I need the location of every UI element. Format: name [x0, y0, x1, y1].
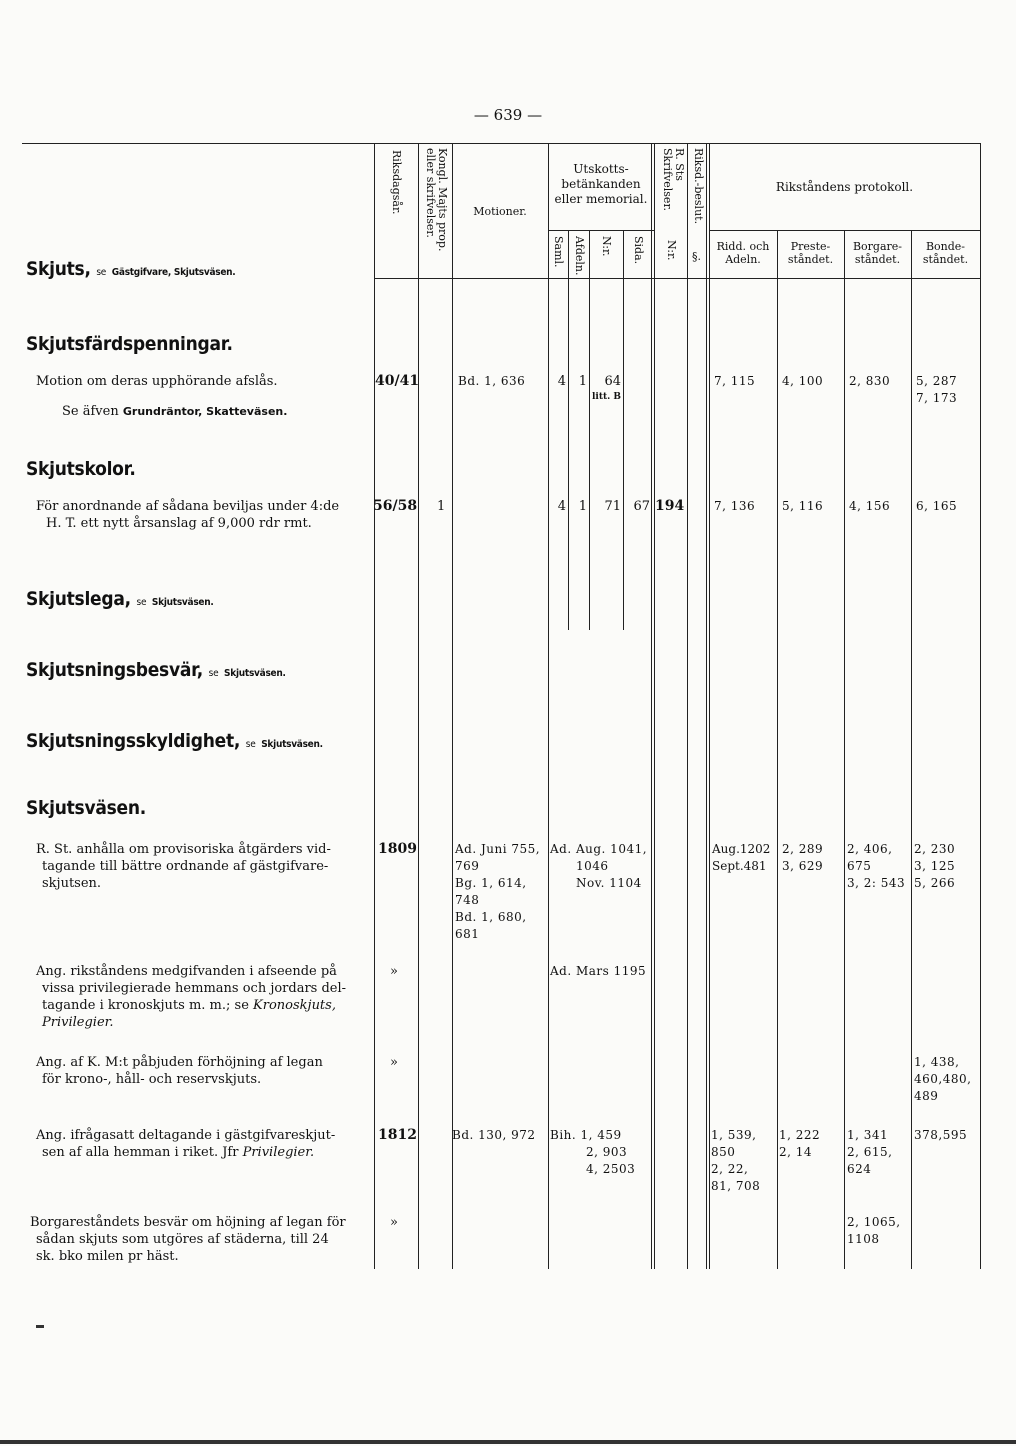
preste-cell: 1, 222 2, 14	[779, 1128, 821, 1159]
ridd-cell: 7, 136	[714, 499, 756, 513]
entry-text: Motion om deras upphörande afslås.	[36, 374, 278, 389]
sida-cell: 67	[633, 499, 650, 514]
header-utskott-nr: N:r.	[600, 236, 613, 257]
col-rule	[568, 230, 569, 630]
year-cell: 1812	[378, 1127, 417, 1143]
header-utskott: Utskotts- betänkanden eller memorial.	[554, 162, 648, 206]
col-rule	[980, 143, 981, 1269]
header-riksdagsar: Riksdagsår.	[390, 150, 403, 215]
ridd-cell: 7, 115	[714, 374, 756, 388]
entry-heading: Skjutslega, se Skjutsväsen.	[26, 588, 214, 610]
borgare-cell: 2, 406, 675 3, 2: 543	[847, 842, 906, 890]
entry-heading: Skjutsningsskyldighet, se Skjutsväsen.	[26, 730, 323, 752]
entry-see-also: Se äfven Grundräntor, Skatteväsen.	[62, 404, 288, 419]
entry-heading: Skjutsningsbesvär, se Skjutsväsen.	[26, 659, 286, 681]
col-rule	[654, 143, 655, 1269]
entry-text: Ang. af K. M:t påbjuden förhöjning af legan för krono-, håll- och reservskjuts.	[36, 1055, 323, 1087]
ridd-cell: 1, 539, 850 2, 22, 81, 708	[711, 1128, 761, 1193]
kongl-cell: 1	[437, 499, 446, 514]
nr-cell: 64	[604, 374, 621, 389]
header-protokoll: Rikståndens protokoll.	[775, 180, 914, 194]
header-preste: Preste- ståndet.	[787, 240, 834, 266]
header-subrule-utskott	[548, 230, 654, 231]
nr-note: litt. B	[592, 392, 622, 402]
col-rule	[911, 230, 912, 1269]
nr-cell: 71	[604, 499, 621, 514]
header-motioner: Motioner.	[473, 205, 527, 218]
preste-cell: 2, 289 3, 629	[782, 842, 824, 873]
header-rsts-skrifvelser: R. Sts Skrifvelser.	[661, 148, 686, 211]
col-rule	[548, 143, 549, 1269]
header-bottom-rule	[374, 278, 980, 279]
year-cell: »	[390, 1215, 398, 1230]
year-cell: »	[390, 1055, 398, 1070]
header-borgare: Borgare- ståndet.	[852, 240, 903, 266]
header-bonde: Bonde- ståndet.	[922, 240, 969, 266]
entry-heading: Skjutsväsen.	[26, 797, 146, 819]
header-beslut-nr: N:r.	[665, 240, 678, 261]
motion-cell: Bd. 130, 972	[452, 1128, 536, 1142]
header-riksd-beslut: Riksd.-beslut.	[692, 148, 705, 225]
entry-text: Ang. rikståndens medgifvanden i afseende på vissa privilegierade hemmans och jordars del- tagande i kronoskjuts m. m.; se Kronoskjuts, Privilegier.	[36, 964, 347, 1030]
col-rule	[651, 143, 652, 1269]
utskott-cell: Ad. Mars 1195	[550, 964, 647, 978]
header-saml: Saml.	[552, 236, 565, 268]
utskott-cell: Bih. 1, 459 2, 903 4, 2503	[550, 1128, 636, 1176]
col-rule	[589, 230, 590, 630]
header-beslut-paragraph: §.	[692, 250, 701, 263]
entry-text: För anordnande af sådana beviljas under 4:de H. T. ett nytt årsanslag af 9,000 rdr rmt.	[36, 499, 340, 531]
entry-text: Ang. ifrågasatt deltagande i gästgifvareskjut- sen af alla hemman i riket. Jfr Privilegier.	[36, 1128, 336, 1160]
year-cell: 56/58	[373, 498, 418, 514]
bonde-cell: 6, 165	[916, 499, 958, 513]
bonde-cell: 2, 230 3, 125 5, 266	[914, 842, 956, 890]
borgare-cell: 2, 1065, 1108	[847, 1215, 901, 1246]
year-cell: 1809	[378, 841, 417, 857]
motion-cell: Bd. 1, 636	[458, 374, 526, 388]
bonde-cell: 1, 438, 460,480, 489	[914, 1055, 972, 1103]
header-sida: Sida.	[632, 236, 645, 265]
saml-cell: 4	[557, 499, 566, 514]
entry-text: R. St. anhålla om provisoriska åtgärders vid- tagande till bättre ordnande af gästgifvare- skjutsen.	[36, 842, 331, 891]
borgare-cell: 2, 830	[849, 374, 891, 388]
header-afdeln: Afdeln.	[573, 236, 586, 276]
borgare-cell: 4, 156	[849, 499, 891, 513]
bonde-cell: 378,595	[914, 1128, 968, 1142]
year-cell: »	[390, 964, 398, 979]
col-rule	[706, 143, 707, 1269]
header-kongl-prop: Kongl. Majts prop. eller skrifvelser.	[424, 148, 449, 252]
entry-heading: Skjutsfärdspenningar.	[26, 333, 233, 355]
col-rule	[418, 143, 419, 1269]
col-rule	[709, 143, 710, 1269]
entry-heading: Skjuts, se Gästgifvare, Skjutsväsen.	[26, 258, 236, 280]
col-rule	[844, 230, 845, 1269]
header-ridd: Ridd. och Adeln.	[716, 240, 770, 266]
col-rule	[374, 143, 375, 1269]
skrifv-cell: 194	[655, 498, 685, 514]
bonde-cell: 5, 287 7, 173	[916, 374, 958, 405]
col-rule	[687, 143, 688, 1269]
preste-cell: 5, 116	[782, 499, 824, 513]
entry-text: Borgareståndets besvär om höjning af legan för sådan skjuts som utgöres af städerna, till 24 sk. bko milen pr häst.	[30, 1215, 346, 1264]
col-rule	[452, 143, 453, 1269]
borgare-cell: 1, 341 2, 615, 624	[847, 1128, 893, 1176]
table-top-rule	[22, 143, 980, 144]
motion-cell: Ad. Juni 755, 769 Bg. 1, 614, 748 Bd. 1, 680, 681	[455, 842, 541, 941]
preste-cell: 4, 100	[782, 374, 824, 388]
page-number: — 639 —	[473, 106, 543, 124]
ridd-cell: Aug.1202 Sept.481	[712, 842, 771, 873]
utskott-cell: Ad. Aug. 1041, 1046 Nov. 1104	[550, 842, 648, 890]
ink-mark	[36, 1325, 44, 1328]
afdeln-cell: 1	[578, 374, 587, 389]
page-bottom-edge	[0, 1440, 1016, 1444]
col-rule	[623, 230, 624, 630]
col-rule	[777, 230, 778, 1269]
afdeln-cell: 1	[578, 499, 587, 514]
entry-heading: Skjutskolor.	[26, 458, 136, 480]
year-cell: 40/41	[375, 373, 420, 389]
saml-cell: 4	[557, 374, 566, 389]
